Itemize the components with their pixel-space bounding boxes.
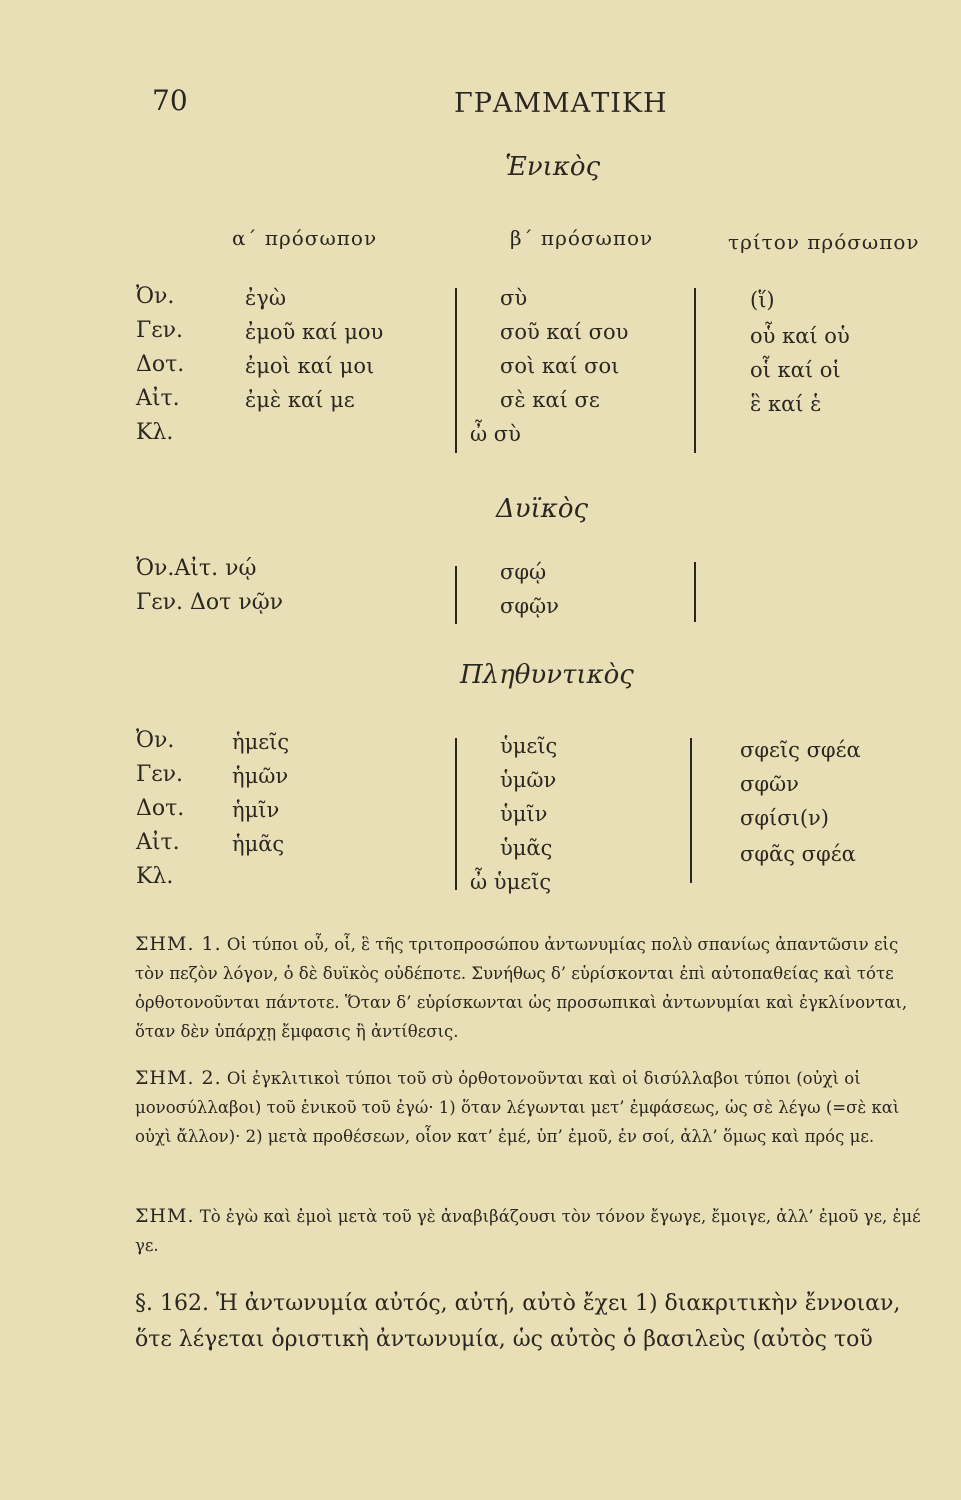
col-head-third: τρίτον πρόσωπον bbox=[728, 230, 920, 254]
column-rule bbox=[455, 566, 457, 624]
column-rule bbox=[690, 738, 692, 883]
col-head-first: α΄ πρόσωπον bbox=[232, 226, 378, 250]
note-head: ΣΗΜ. bbox=[135, 1205, 195, 1227]
page-number: 70 bbox=[152, 84, 188, 117]
note-3 bbox=[135, 1202, 925, 1260]
note-1 bbox=[135, 930, 925, 1046]
form-first: ἐμὲ καί με bbox=[245, 388, 355, 412]
column-rule bbox=[694, 562, 696, 622]
form-third: σφίσι(ν) bbox=[740, 806, 829, 830]
col-head-second: β΄ πρόσωπον bbox=[510, 226, 654, 250]
form-second: σοὶ καί σοι bbox=[500, 354, 620, 378]
form-second: ὑμῶν bbox=[500, 768, 557, 792]
case-label: Γεν. bbox=[136, 762, 184, 787]
running-head: ΓΡΑΜΜΑΤΙΚΗ bbox=[454, 88, 668, 119]
form-second: ὦ ὑμεῖς bbox=[470, 870, 552, 894]
form-third: οἷ καί οἱ bbox=[750, 358, 841, 382]
form-first: ἡμῖν bbox=[232, 798, 280, 822]
case-label: Ὀν. bbox=[136, 728, 175, 753]
case-label: Ὀν. bbox=[136, 284, 175, 309]
form-second: σφῴ bbox=[500, 560, 547, 584]
form-third: σφᾶς σφέα bbox=[740, 842, 856, 866]
form-second: σφῷν bbox=[500, 594, 559, 618]
section-title-plural: Πληθυντικὸς bbox=[460, 660, 634, 690]
case-label: Αἰτ. bbox=[136, 830, 180, 855]
column-rule bbox=[455, 738, 457, 890]
section-title-dual: Δυϊκὸς bbox=[496, 494, 589, 524]
form-third: ἓ καί ἑ bbox=[750, 392, 822, 416]
column-rule bbox=[455, 288, 457, 453]
form-third: (ἵ) bbox=[750, 288, 775, 312]
paragraph-162 bbox=[135, 1286, 925, 1358]
form-third: σφῶν bbox=[740, 772, 799, 796]
form-second: ὑμῖν bbox=[500, 802, 548, 826]
note-head: ΣΗΜ. 1. bbox=[135, 933, 222, 955]
form-second: σὲ καί σε bbox=[500, 388, 600, 412]
case-label: Γεν. Δοτ νῷν bbox=[136, 590, 284, 615]
note-head: ΣΗΜ. 2. bbox=[135, 1067, 222, 1089]
case-label: Δοτ. bbox=[136, 352, 185, 377]
column-rule bbox=[694, 288, 696, 453]
form-first: ἐγὼ bbox=[245, 286, 286, 310]
paragraph-text: Ἡ ἀντωνυμία αὐτός, αὐτή, αὐτὸ ἔχει 1) διακριτικὴν ἔννοιαν, ὅτε λέγεται ὁριστικὴ ἀντωνυμία, ὡς αὐτὸς ὁ βασιλεὺς (αὐτὸς τοῦ bbox=[135, 1291, 901, 1352]
case-label: Κλ. bbox=[136, 864, 174, 889]
form-second: ὦ σὺ bbox=[470, 422, 521, 446]
case-label: Γεν. bbox=[136, 318, 184, 343]
case-label: Κλ. bbox=[136, 420, 174, 445]
form-third: οὗ καί οὑ bbox=[750, 324, 850, 348]
form-second: σὺ bbox=[500, 286, 528, 310]
form-first: ἐμοὶ καί μοι bbox=[245, 354, 375, 378]
case-label: Ὀν.Αἰτ. νῴ bbox=[136, 556, 257, 581]
form-first: ἐμοῦ καί μου bbox=[245, 320, 384, 344]
note-text: Οἱ ἐγκλιτικοὶ τύποι τοῦ σὺ ὀρθοτονοῦνται καὶ οἱ δισύλλαβοι τύποι (οὐχὶ οἱ μονοσύλλαβοι) τοῦ ἑνικοῦ τοῦ ἐγώ· 1) ὅταν λέγωνται μετ’ ἐμφάσεως, ὡς σὲ λέγω (=σὲ καὶ οὐχὶ ἄλλον)· 2) μετὰ προθέσεων, οἷον κατ’ ἐμέ, ὑπ’ ἐμοῦ, ἐν σοί, ἀλλ’ ὅμως καὶ πρός με. bbox=[135, 1069, 900, 1146]
note-text: Οἱ τύποι οὗ, οἷ, ἓ τῆς τριτοπροσώπου ἀντωνυμίας πολὺ σπανίως ἀπαντῶσιν εἰς τὸν πεζὸν λόγον, ὁ δὲ δυϊκὸς οὐδέποτε. Συνήθως δ’ εὑρίσκονται ἐπὶ αὐτοπαθείας καὶ τότε ὀρθοτονοῦνται πάντοτε. Ὅταν δ’ εὑρίσκωνται ὡς προσωπικαὶ ἀντωνυμίαι καὶ ἐγκλίνονται, ὅταν δὲν ὑπάρχῃ ἔμφασις ἢ ἀντίθεσις. bbox=[135, 935, 908, 1041]
case-label: Αἰτ. bbox=[136, 386, 180, 411]
form-first: ἡμᾶς bbox=[232, 832, 285, 856]
form-second: ὑμᾶς bbox=[500, 836, 553, 860]
note-2 bbox=[135, 1064, 925, 1151]
paragraph-number: §. 162. bbox=[135, 1291, 209, 1316]
note-text: Τὸ ἐγὼ καὶ ἐμοὶ μετὰ τοῦ γὲ ἀναβιβάζουσι τὸν τόνον ἔγωγε, ἔμοιγε, ἀλλ’ ἐμοῦ γε, ἐμέ γε. bbox=[135, 1207, 921, 1255]
case-label: Δοτ. bbox=[136, 796, 185, 821]
form-third: σφεῖς σφέα bbox=[740, 738, 861, 762]
form-second: ὑμεῖς bbox=[500, 734, 558, 758]
form-first: ἡμεῖς bbox=[232, 730, 290, 754]
form-second: σοῦ καί σου bbox=[500, 320, 629, 344]
section-title-singular: Ἑνικὸς bbox=[505, 152, 601, 182]
form-first: ἡμῶν bbox=[232, 764, 289, 788]
